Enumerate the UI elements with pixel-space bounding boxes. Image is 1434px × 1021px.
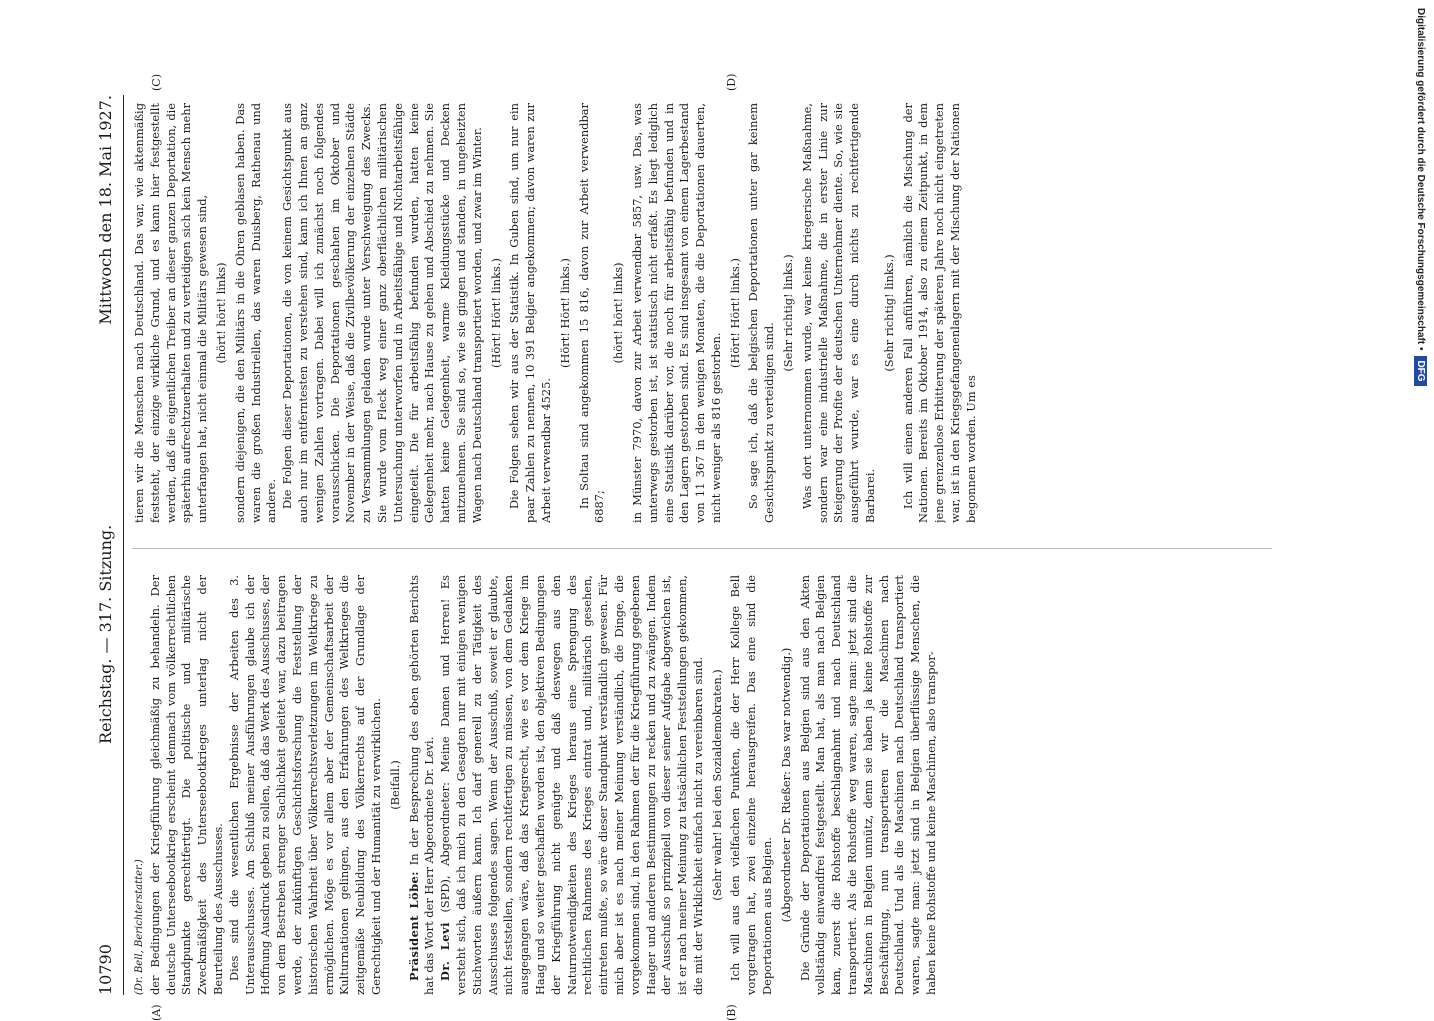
interjection: (Sehr richtig! links.) xyxy=(781,254,796,372)
digitization-credit xyxy=(1412,8,1430,698)
session-title: Reichstag. — 317. Sitzung. xyxy=(95,524,115,744)
paragraph: Dies sind die wesentlichen Ergebnisse der Arbeiten des 3. Unterausschusses. Am Schluß meiner Ausführungen glaube ich der Hoffnung Ausdruck geben zu sollen, daß das Werk des Ausschusses, der von dem Bestreben strenger Sachlichkeit geleitet war, dazu beitragen werde, der zukünftigen Geschichtsforschung die Feststellung der historischen Wahrheit über Völkerrechtsverletzungen im Weltkriege zu ermöglichen. Möge es vor allem aber der Gemeinschaftsarbeit der Kulturnationen gelingen, aus den Erfahrungen des Weltkrieges die zeitgemäße Neubildung des Völkerrechts auf der Grundlage der Gerechtigkeit und der Humanität zu verwirklichen. xyxy=(226,575,383,995)
interjection: (Sehr wahr! bei den Sozialdemokraten.) xyxy=(709,669,724,901)
interjection: (Hört! Hört! links.) xyxy=(488,258,503,368)
paragraph: Ich will aus den vielfachen Punkten, die der Herr Kollege Bell vorgetragen hat, zwei einzelne herausgreifen. Das eine sind die Deportationen aus Belgien. xyxy=(728,575,775,995)
interjection: (Hört! Hört! links.) xyxy=(557,258,572,368)
left-column xyxy=(132,575,1282,995)
paragraph-text: In der Besprechung des eben gehörten Berichts hat das Wort der Herr Abgeordnete Dr. Levi. xyxy=(406,575,437,995)
paragraph: in Münster 7970, davon zur Arbeit verwendbar 5857, usw. Das, was unterwegs gestorben ist, ist statistisch nicht erfaßt. Es liegt lediglich eine Statistik darüber vor, die noch für arbeitsfähig befunden und in den Lagern gestorben sind. Es sind insgesamt von einem Lagerbestand von 11 367 in den wenigen Monaten, die die Deportationen dauerten, nicht weniger als 816 gestorben. xyxy=(629,103,723,523)
speaker-name: Dr. Levi xyxy=(438,922,453,981)
running-head: (Dr. Bell, Berichterstatter.) xyxy=(134,859,145,995)
margin-mark-c: (C) xyxy=(150,74,163,91)
paragraph: Die Folgen dieser Deportationen, die von keinem Gesichtspunkt aus auch nur im entferntesten zu verstehen sind, kann ich Ihnen an ganz wenigen Zahlen vortragen. Dabei will ich zunächst noch folgendes vorausschicken. Die Deportationen geschahen im Oktober und November in der Weise, daß die Zivilbevölkerung der einzelnen Städte zu Versammlungen geladen wurde unter Verschweigung des Zwecks. Sie wurde vom Fleck weg einer ganz oberflächlichen militärischen Untersuchung unterworfen und in Arbeitsfähige und Nichtarbeitsfähige eingeteilt. Die für arbeitsfähig befunden wurden, hatten keine Gelegenheit mehr, nach Hause zu gehen und Abschied zu nehmen. Sie hatten keine Gelegenheit, warme Kleidungsstücke und Decken mitzunehmen. Sie sind so, wie sie gingen und standen, in ungeheizten Wagen nach Deutschland transportiert worden, und zwar im Winter. xyxy=(280,103,484,523)
paragraph: Die Gründe der Deportationen aus Belgien sind aus den Akten vollständig einwandfrei festgestellt. Man hat, als man nach Belgien kam, zuerst die Rohstoffe beschlagnahmt und nach Deutschland transportiert. Als die Rohstoffe weg waren, sagte man: jetzt sind die Maschinen in Belgien unnütz, denn sie haben ja keine Rohstoffe zur Beschäftigung, nun transportieren wir die Maschinen nach Deutschland. Und als die Maschinen nach Deutschland transportiert waren, sagte man: jetzt sind in Belgien überflüssige Menschen, die haben keine Rohstoffe und keine Maschinen, also transpor- xyxy=(797,575,939,995)
paragraph: Was dort unternommen wurde, war keine kriegerische Maßnahme, sondern war eine industrielle Maßnahme, die in erster Linie zur Steigerung der Profite der deutschen Unternehmer diente. So, wie sie ausgeführt wurde, war es eine durch nichts zu rechtfertigende Barbarei. xyxy=(799,103,878,523)
rotated-document xyxy=(90,73,1340,1021)
paragraph-text: (SPD), Abgeordneter: Meine Damen und Herren! Es versteht sich, daß ich mich zu den Gesagten nur mit einigen wenigen Stichworten äußern kann. Ich darf generell zu der Tätigkeit des Ausschusses folgendes sagen. Wenn der Ausschuß, soweit er glaubte, nicht feststellen, sondern rechtfertigen zu müssen, von dem Gedanken ausgegangen wäre, daß das Kriegsrecht, wie es vor dem Kriege im Haag und so weiter geschaffen worden ist, den objektiven Bedingungen der Kriegführung nicht genügte und daß deswegen aus den Naturnotwendigkeiten des Krieges heraus eine Sprengung des rechtlichen Rahmens des Krieges eintrat und, militärisch gesehen, eintreten mußte, so wäre dieser Standpunkt verständlich gewesen. Für mich aber ist es nach meiner Meinung verständlich, die Dinge, die vorgekommen sind, in den Rahmen der für die Kriegführung gegebenen Haager und anderen Bestimmungen zu recken und zu zwängen. Indem der Ausschuß so prinzipiell von dieser seiner Aufgabe abgewichen ist, ist er nach meiner Meinung zu tatsächlichen Feststellungen gekommen, die mit der Wirklichkeit einfach nicht zu vereinbaren sind. xyxy=(438,575,705,995)
interjection: (Hört! Hört! links.) xyxy=(727,258,742,368)
president-paragraph xyxy=(407,575,439,995)
applause-note: (Beifall.) xyxy=(387,760,402,810)
paragraph: sondern diejenigen, die den Militärs in die Ohren geblasen haben. Das waren die großen Industriellen, das waren Duisberg, Rathenau und andere. xyxy=(232,103,279,523)
paragraph: So sage ich, daß die belgischen Deportationen unter gar keinem Gesichtspunkt zu verteidigen sind. xyxy=(746,103,777,523)
speaker-name: Präsident Löbe: xyxy=(406,870,421,981)
credit-text: Digitalisierung gefördert durch die Deutsche Forschungsgemeinschaft • xyxy=(1415,8,1427,351)
column-divider xyxy=(132,548,1272,549)
margin-mark-d: (D) xyxy=(725,73,738,91)
session-date: Mittwoch den 18. Mai 1927. xyxy=(95,95,115,325)
interjection: (Sehr richtig! links.) xyxy=(881,254,896,372)
header-rule xyxy=(123,95,124,995)
paragraph: der Bedingungen der Kriegführung gleichmäßig zu behandeln. Der deutsche Unterseebootkrieg erscheint demnach vom völkerrechtlichen Standpunkte gerechtfertigt. Die politische und militärische Zweckmäßigkeit des Unterseebootkrieges unterlag nicht der Beurteilung des Ausschusses. xyxy=(147,575,225,995)
margin-mark-a: (A) xyxy=(150,1004,163,1021)
paragraph: In Soltau sind angekommen 15 816, davon zur Arbeit verwendbar 6887; xyxy=(576,103,607,523)
dfg-logo: DFG xyxy=(1415,356,1428,385)
page-number: 10790 xyxy=(95,944,115,995)
paragraph: Die Folgen sehen wir aus der Statistik. In Guben sind, um nur ein paar Zahlen zu nennen, 10 391 Belgier angekommen; davon waren zur Arbeit verwendbar 4525. xyxy=(507,103,553,523)
interjection: (hört! hört! links) xyxy=(611,262,626,364)
levi-paragraph xyxy=(438,575,707,995)
interjection: (Abgeordneter Dr. Rießer: Das war notwendig.) xyxy=(778,647,793,923)
margin-mark-b: (B) xyxy=(725,1004,738,1021)
interjection: (hört! hört! links) xyxy=(213,262,228,364)
page-header xyxy=(90,95,120,995)
paragraph: Ich will einen anderen Fall anführen, nämlich die Mischung der Nationen. Bereits im Oktober 1914, also zu einem Zeitpunkt, in dem jene grenzenlose Erbitterung der späteren Jahre noch nicht eingetreten war, ist in den Kriegsgefangenenlagern mit der Mischung der Nationen begonnen worden. Um es xyxy=(900,103,978,523)
paragraph: tieren wir die Menschen nach Deutschland. Das war, wie aktenmäßig feststeht, der einzige wirkliche Grund, und es kann hier festgestellt werden, daß die eigentlichen Treiber an dieser ganzen Deportation, die späterhin aufrechtzuerhalten und zu verteidigen sich kein Mensch mehr unterfangen hat, nicht einmal die Militärs gewesen sind, xyxy=(132,103,210,523)
right-column xyxy=(132,103,1282,523)
